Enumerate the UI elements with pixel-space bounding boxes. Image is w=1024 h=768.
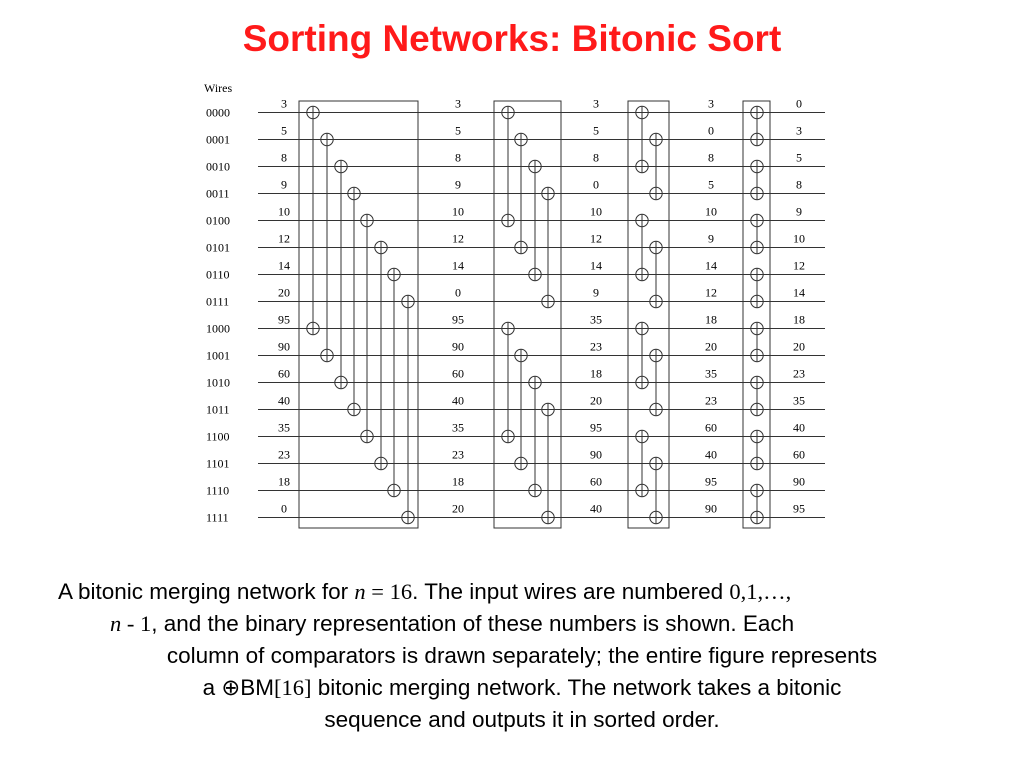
wire-value: 5 <box>708 177 714 192</box>
wire-value: 14 <box>278 258 290 273</box>
wire-value: 60 <box>705 420 717 435</box>
wire-label: 0111 <box>206 294 230 309</box>
wire-value: 35 <box>590 312 602 327</box>
caption-line-2: n - 1, and the binary representation of these numbers is shown. Each <box>110 611 795 636</box>
wire-value: 12 <box>793 258 805 273</box>
wire-value: 18 <box>705 312 717 327</box>
wire-value: 14 <box>590 258 602 273</box>
wire-value: 0 <box>593 177 599 192</box>
wire-value: 3 <box>593 96 599 111</box>
wire-value: 90 <box>590 447 602 462</box>
caption-line-1: A bitonic merging network for n = 16. The input wires are numbered 0,1,…, <box>58 579 792 604</box>
wire-value: 23 <box>705 393 717 408</box>
wire-value: 18 <box>452 474 464 489</box>
wire-value: 35 <box>452 420 464 435</box>
wire-value: 95 <box>590 420 602 435</box>
wire-value: 12 <box>278 231 290 246</box>
wire-label: 1111 <box>206 510 229 525</box>
slide-title: Sorting Networks: Bitonic Sort <box>242 18 782 59</box>
wire-value: 8 <box>796 177 802 192</box>
wire-value: 95 <box>705 474 717 489</box>
wire-label: 1100 <box>206 429 230 444</box>
wire-value: 35 <box>793 393 805 408</box>
wire-value: 14 <box>705 258 717 273</box>
wire-label: 1011 <box>206 402 230 417</box>
wire-value: 9 <box>708 231 714 246</box>
wire-value: 10 <box>278 204 290 219</box>
wire-value: 60 <box>793 447 805 462</box>
wire-value: 18 <box>278 474 290 489</box>
wire-value: 95 <box>452 312 464 327</box>
wire-value: 20 <box>452 501 464 516</box>
wire-value: 10 <box>590 204 602 219</box>
wire-label: 1001 <box>206 348 230 363</box>
wire-value: 8 <box>281 150 287 165</box>
wire-value: 14 <box>452 258 464 273</box>
wire-value: 23 <box>590 339 602 354</box>
wire-value: 12 <box>452 231 464 246</box>
caption-line-5: sequence and outputs it in sorted order. <box>324 707 720 732</box>
wire-label: 1010 <box>206 375 230 390</box>
wire-value: 0 <box>455 285 461 300</box>
wire-value: 35 <box>278 420 290 435</box>
wire-value: 20 <box>278 285 290 300</box>
wire-value: 20 <box>705 339 717 354</box>
wire-value: 0 <box>796 96 802 111</box>
wire-value: 12 <box>590 231 602 246</box>
wire-label: 1110 <box>206 483 230 498</box>
wire-value: 5 <box>593 123 599 138</box>
wire-value: 3 <box>455 96 461 111</box>
wires-header: Wires <box>204 81 233 95</box>
wire-value: 5 <box>281 123 287 138</box>
wire-label: 0110 <box>206 267 230 282</box>
wire-label: 1101 <box>206 456 230 471</box>
wire-value: 23 <box>793 366 805 381</box>
wire-label: 0011 <box>206 186 230 201</box>
wire-value: 5 <box>455 123 461 138</box>
wire-label: 0101 <box>206 240 230 255</box>
wire-value: 3 <box>281 96 287 111</box>
wire-value: 23 <box>278 447 290 462</box>
wire-value: 40 <box>590 501 602 516</box>
wire-label: 0000 <box>206 105 230 120</box>
wire-value: 9 <box>455 177 461 192</box>
caption-line-3: column of comparators is drawn separately; the entire figure represents <box>166 643 878 668</box>
figure-caption <box>40 576 1004 736</box>
wire-value: 9 <box>796 204 802 219</box>
wire-value: 60 <box>278 366 290 381</box>
wire-value: 14 <box>793 285 805 300</box>
wire-value: 18 <box>590 366 602 381</box>
caption-line-4: a ⊕BM[16] bitonic merging network. The network takes a bitonic <box>202 675 842 700</box>
wire-value: 10 <box>793 231 805 246</box>
wire-value: 90 <box>452 339 464 354</box>
wire-value: 90 <box>278 339 290 354</box>
wire-value: 35 <box>705 366 717 381</box>
wire-label: 1000 <box>206 321 230 336</box>
wire-label: 0001 <box>206 132 230 147</box>
wire-value: 9 <box>281 177 287 192</box>
wire-value: 60 <box>452 366 464 381</box>
wire-value: 90 <box>705 501 717 516</box>
wire-value: 8 <box>593 150 599 165</box>
wire-value: 40 <box>452 393 464 408</box>
wire-value: 3 <box>708 96 714 111</box>
wire-value: 60 <box>590 474 602 489</box>
wire-value: 20 <box>590 393 602 408</box>
xor-symbol: ⊕ <box>221 675 241 700</box>
wire-value: 10 <box>705 204 717 219</box>
wire-value: 20 <box>793 339 805 354</box>
wire-value: 40 <box>278 393 290 408</box>
wire-value: 0 <box>708 123 714 138</box>
wire-value: 95 <box>278 312 290 327</box>
wire-value: 40 <box>793 420 805 435</box>
wire-value: 8 <box>455 150 461 165</box>
wire-value: 5 <box>796 150 802 165</box>
wire-label: 0010 <box>206 159 230 174</box>
wire-value: 0 <box>281 501 287 516</box>
wire-value: 10 <box>452 204 464 219</box>
wire-value: 3 <box>796 123 802 138</box>
wire-value: 18 <box>793 312 805 327</box>
wire-value: 9 <box>593 285 599 300</box>
wire-value: 40 <box>705 447 717 462</box>
wire-value: 12 <box>705 285 717 300</box>
wire-value: 95 <box>793 501 805 516</box>
wire-value: 90 <box>793 474 805 489</box>
wire-value: 23 <box>452 447 464 462</box>
wire-value: 8 <box>708 150 714 165</box>
wire-label: 0100 <box>206 213 230 228</box>
